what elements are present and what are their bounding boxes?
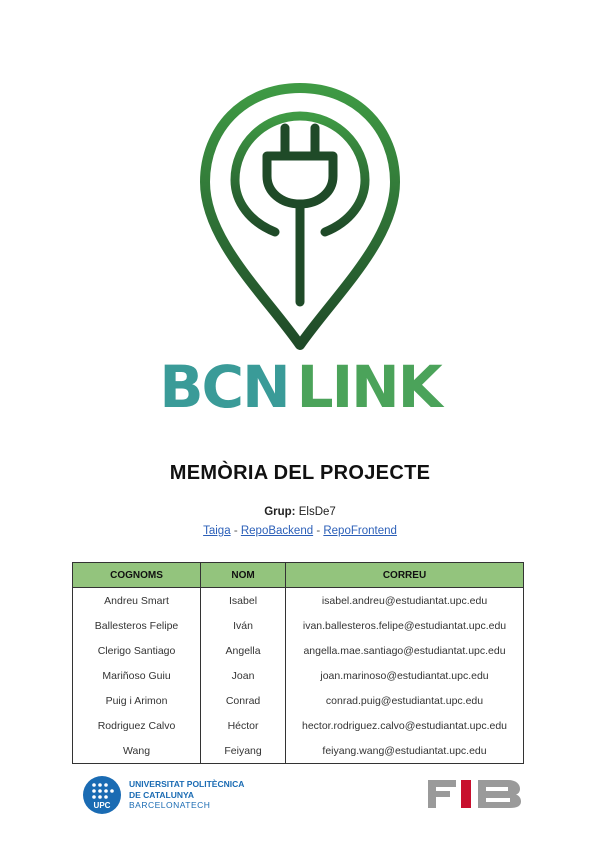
cell-correu: hector.rodriguez.calvo@estudiantat.upc.edu (286, 713, 524, 738)
group-label: Grup: (264, 506, 296, 518)
group-line (0, 506, 600, 518)
upc-line3: BARCELONATECH (129, 800, 211, 811)
cell-nom: Joan (201, 663, 286, 688)
table-row (73, 688, 524, 713)
cell-correu: conrad.puig@estudiantat.upc.edu (286, 688, 524, 713)
table-row (73, 663, 524, 688)
document-title: MEMÒRIA DEL PROJECTE (169, 462, 431, 484)
cell-correu: isabel.andreu@estudiantat.upc.edu (286, 588, 524, 614)
taiga-link[interactable]: Taiga (203, 525, 231, 537)
table-row (73, 638, 524, 663)
header-nom: NOM (201, 563, 286, 588)
cell-nom: Isabel (201, 588, 286, 614)
header-cognoms: COGNOMS (73, 563, 201, 588)
upc-emblem-icon (82, 775, 122, 815)
project-links (0, 525, 600, 537)
cell-cognoms: Andreu Smart (73, 588, 201, 614)
table-row (73, 613, 524, 638)
table-row (73, 588, 524, 614)
cell-nom: Iván (201, 613, 286, 638)
cell-correu: feiyang.wang@estudiantat.upc.edu (286, 738, 524, 764)
fib-logo-text: FIB (428, 778, 430, 779)
upc-emblem-text: UPC (93, 801, 111, 810)
map-pin-plug-icon (195, 80, 405, 355)
repo-frontend-link[interactable]: RepoFrontend (323, 525, 397, 537)
members-table (72, 562, 524, 764)
table-header-row (73, 563, 524, 588)
brand-part1: BCN (159, 353, 289, 421)
cell-cognoms: Rodriguez Calvo (73, 713, 201, 738)
cell-nom: Angella (201, 638, 286, 663)
link-separator: - (233, 525, 238, 537)
cell-nom: Héctor (201, 713, 286, 738)
group-value: ElsDe7 (298, 506, 336, 518)
cell-correu: joan.marinoso@estudiantat.upc.edu (286, 663, 524, 688)
cell-cognoms: Ballesteros Felipe (73, 613, 201, 638)
brand-part2: LINK (296, 353, 441, 421)
upc-line1: UNIVERSITAT POLITÈCNICA (129, 779, 245, 790)
cell-nom: Feiyang (201, 738, 286, 764)
repo-backend-link[interactable]: RepoBackend (240, 525, 314, 537)
cell-cognoms: Wang (73, 738, 201, 764)
cell-cognoms: Puig i Arimon (73, 688, 201, 713)
fib-logo (428, 778, 521, 810)
header-correu: CORREU (286, 563, 524, 588)
cell-cognoms: Clerigo Santiago (73, 638, 201, 663)
upc-logo (82, 775, 244, 815)
link-separator: - (316, 525, 321, 537)
cell-nom: Conrad (201, 688, 286, 713)
cell-cognoms: Mariñoso Guiu (73, 663, 201, 688)
cell-correu: angella.mae.santiago@estudiantat.upc.edu (286, 638, 524, 663)
upc-line2: DE CATALUNYA (129, 789, 195, 800)
brand-wordmark (0, 352, 600, 422)
table-row (73, 738, 524, 764)
table-row (73, 713, 524, 738)
cell-correu: ivan.ballesteros.felipe@estudiantat.upc.edu (286, 613, 524, 638)
